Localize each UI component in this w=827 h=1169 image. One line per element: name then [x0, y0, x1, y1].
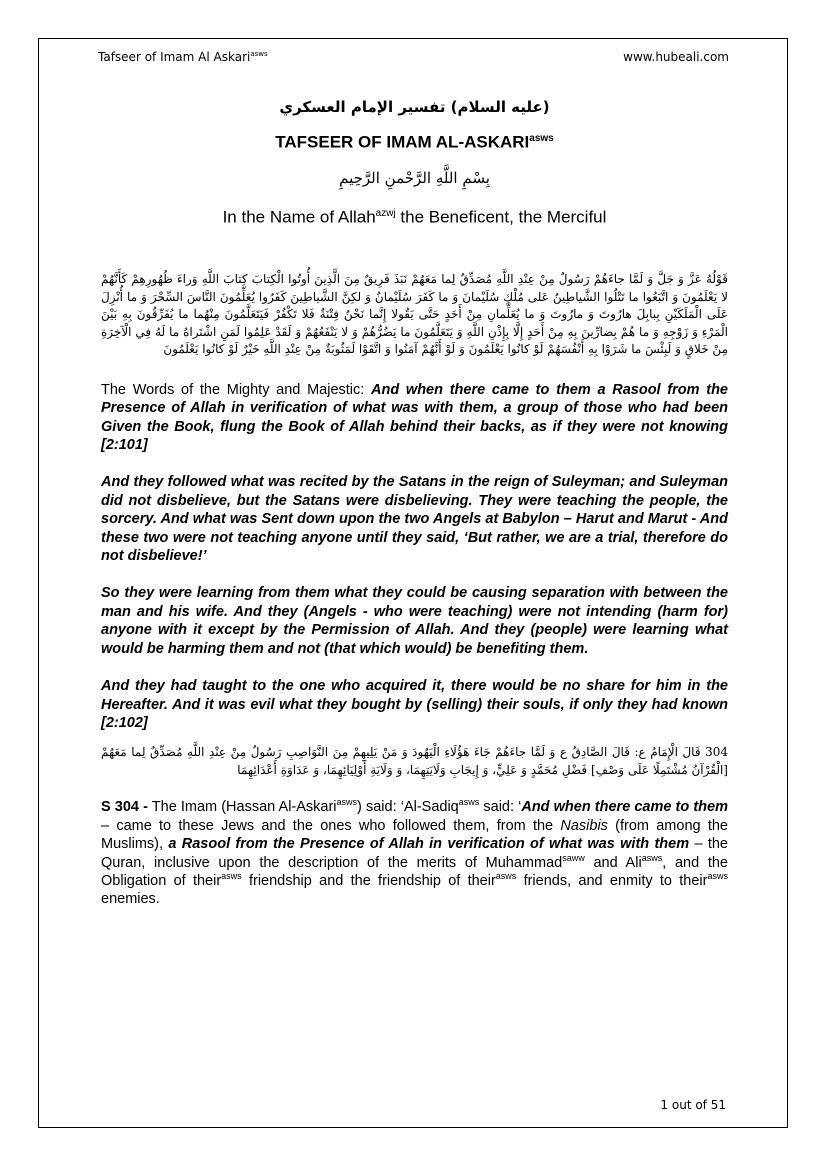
paragraph-verse-102-part3: And they had taught to the one who acquired it, there would be no share for him in the Hereafter. And it was evil what they bought by (selling) their souls, if only they had known [2:102] — [101, 678, 728, 731]
basmala: بِسْمِ اللَّهِ الرَّحْمنِ الرَّحِيمِ — [339, 168, 490, 187]
in-the-name-line: In the Name of Allah$^{azwj}$ the Beneficent, the Merciful — [222, 207, 607, 227]
arabic-hadith-block: 304 قَالَ الْإِمَامُ ع: قَالَ الصَّادِقُ ع وَ لَمَّا جاءَهُمْ جَاءَ هَؤُلَاءِ الْيَهُودَ وَ مَنْ يَلِيهِمْ مِنَ النَّوَاصِبِ رَسُولٌ مِنْ عِنْدِ اللَّهِ مُصَدِّقٌ لِما مَعَهُمْ [الْقُرْآنُ مُشْتَمِلًا عَلَى وَصْفِ] فَضْلِ مُحَمَّدٍ وَ عَلِيٍّ، وَ إِيجَابِ وَلَايَتِهِمَا، وَ وَلَايَةِ أَوْلِيَائِهِمَا، وَ عَدَاوَةِ أَعْدَائِهِمَا — [101, 745, 728, 777]
paragraph-verse-102-part1: And they followed what was recited by the Satans in the reign of Suleyman; and Suleyman did not disbelieve, but the Satans were disbelieving. They were teaching the people, the sorcery. And what was Sent down upon the two Angels at Babylon – Harut and Marut - And these two were not teaching anyone until they said, ‘But rather, we are a trial, therefore do not disbelieve!’ — [101, 474, 728, 565]
english-title: TAFSEER OF IMAM $AL-ASKARI^{asws}$ — [275, 132, 554, 152]
header-website: www.hubeali.com — [623, 50, 729, 64]
document-body — [101, 96, 728, 909]
header-title: Tafseer of Imam Al Askari$^{asws}$ — [98, 50, 268, 64]
paragraph-verse-101: The Words of the Mighty and Majestic: And when there came to them a Rasool from the Presence of Allah in verification of what was with them, a group of those who had been Given the Book, flung the Book of Allah behind their backs, as if they were not knowing [2:101] — [101, 381, 728, 454]
hadith-304-translation: S 304 - The Imam (Hassan Al-Askari$^{asws}$) said: ‘Al-Sadiq$^{asws}$ said: ‘And when there came to them – came to these Jews and the ones who followed them, from the Nasibis (from among the Muslims), a Rasool from the Presence of Allah in verification of what was with them – the Quran, inclusive upon the description of the merits of Muhammad$^{saww}$ and Ali$^{asws}$, and the Obligation of their$^{asws}$ friendship and the friendship of their$^{asws}$ friends, and enmity to their$^{asws}$ enemies. — [101, 797, 728, 908]
arabic-verse-block: قَوْلُهُ عَزَّ وَ جَلَّ وَ لَمَّا جاءَهُمْ رَسُولٌ مِنْ عِنْدِ اللَّهِ مُصَدِّقٌ لِما مَعَهُمْ نَبَذَ فَرِيقٌ مِنَ الَّذِينَ أُوتُوا الْكِتابَ كِتابَ اللَّهِ وَراءَ ظُهُورِهِمْ كَأَنَّهُمْ لا يَعْلَمُونَ وَ اتَّبَعُوا ما تَتْلُوا الشَّياطِينُ عَلى‏ مُلْكِ سُلَيْمانَ وَ ما كَفَرَ سُلَيْمانُ وَ لكِنَّ الشَّياطِينَ كَفَرُوا يُعَلِّمُونَ النَّاسَ السِّحْرَ وَ ما أُنْزِلَ عَلَى الْمَلَكَيْنِ بِبابِلَ هارُوتَ وَ مارُوتَ وَ ما يُعَلِّمانِ مِنْ أَحَدٍ حَتَّى يَقُولا إِنَّما نَحْنُ فِتْنَةٌ فَلا تَكْفُرْ فَيَتَعَلَّمُونَ مِنْهُما ما يُفَرِّقُونَ بِهِ بَيْنَ الْمَرْءِ وَ زَوْجِهِ وَ ما هُمْ بِضارِّينَ بِهِ مِنْ أَحَدٍ إِلَّا بِإِذْنِ اللَّهِ وَ يَتَعَلَّمُونَ ما يَضُرُّهُمْ وَ لا يَنْفَعُهُمْ وَ لَقَدْ عَلِمُوا لَمَنِ اشْتَراهُ ما لَهُ فِي الْآخِرَةِ مِنْ خَلاقٍ وَ لَبِئْسَ ما شَرَوْا بِهِ أَنْفُسَهُمْ لَوْ كانُوا يَعْلَمُونَ وَ لَوْ أَنَّهُمْ آمَنُوا وَ اتَّقَوْا لَمَثُوبَةٌ مِنْ عِنْدِ اللَّهِ خَيْرٌ لَوْ كانُوا يَعْلَمُونَ — [101, 272, 728, 357]
page-number: 1 out of 51 — [660, 1098, 726, 1112]
paragraph-verse-102-part2: So they were learning from them what they could be causing separation with between the man and his wife. And they (Angels - who were teaching) were not intending (harm for) anyone with it except by the Permission of Allah. And they (people) were learning what would be harming them and not (that which would) be benefiting them. — [101, 585, 728, 657]
arabic-title: (عليه السلام) تفسير الإمام العسكري — [279, 98, 550, 116]
